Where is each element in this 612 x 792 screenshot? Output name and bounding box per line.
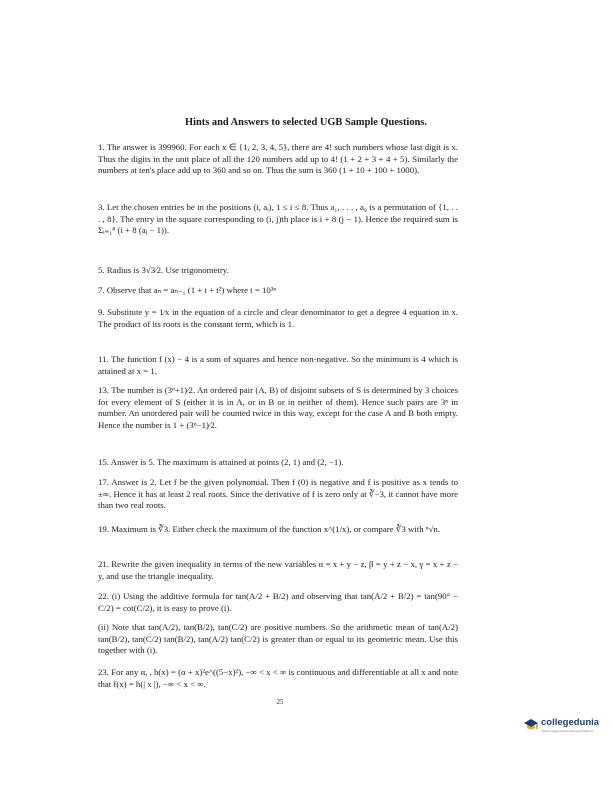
answer-13: 13. The number is (3ⁿ+1)⁄2. An ordered pair (A, B) of disjoint subsets of S is determined by 3 choices for every element of S (either it is in A, or in B or in neither of them). Hence such pairs are 3ⁿ in number. An unordered pair will be counted twice in this way, except for the case A and B both empty. Hence the number is 1 + (3ⁿ−1)⁄2. (98, 385, 458, 430)
answer-22-ii: (ii) Note that tan(A/2), tan(B/2), tan(C/2) are positive numbers. So the arithmetic mean of tan(A/2) tan(B/2), tan(C/2) tan(B/2), tan(A/2) tan(C/2) is greater than or equal to its geometric mean. Use this together with (i). (98, 622, 458, 656)
answer-19: 19. Maximum is ∛3. Either check the maximum of the function x^(1/x), or compare ∛3 with ⁿ√n. (98, 524, 440, 534)
logo-tagline: India's largest Student Review Platform (541, 729, 594, 733)
answer-21: 21. Rewrite the given inequality in terms of the new variables α = x + y − z, β = y + z − x, γ = x + z − y, and use the triangle inequality. (98, 559, 458, 581)
answer-11: 11. The function f (x) − 4 is a sum of squares and hence non-negative. So the minimum is 4 which is attained at x = 1. (98, 354, 458, 376)
page-number: 25 (276, 698, 284, 706)
answer-3: 3. Let the chosen entries be in the positions (i, aᵢ), 1 ≤ i ≤ 8. Thus a₁, . . . , a₈ is a permutation of {1, . . . , 8}. The entry in the square corresponding to (i, j)th place is i + 8 (j − 1). Hence the required sum is Σᵢ₌₁⁸ (i + 8 (aⱼ − 1)). (98, 202, 458, 236)
logo-text: collegedunia (541, 717, 600, 728)
answer-17: 17. Answer is 2. Let f be the given polynomial. Then f (0) is negative and f is positive as x tends to ±∞. Hence it has at least 2 real roots. Since the derivative of f is zero only at ∛−3, it cannot have more than two real roots. (98, 477, 458, 511)
answer-7: 7. Observe that aₙ = aₙ₋₁ (1 + t + t²) where t = 10³ⁿ (98, 285, 277, 295)
collegedunia-logo (523, 715, 609, 737)
answer-22-i: 22. (i) Using the additive formula for tan(A/2 + B/2) and observing that tan(A/2 + B/2) = tan(90° − C/2) = cot(C/2), it is easy to prove (i). (98, 591, 458, 613)
answer-1: 1. The answer is 399960. For each x ∈ {1, 2, 3, 4, 5}, there are 4! such numbers whose last digit is x. Thus the digits in the unit place of all the 120 numbers add up to 4! (1 + 2 + 3 + 4 + 5). Similarly the numbers at ten's place add up to 360 and so on. Thus the sum is 360 (1 + 10 + 100 + 1000). (98, 142, 458, 176)
answer-15: 15. Answer is 5. The maximum is attained at points (2, 1) and (2, −1). (98, 457, 344, 467)
answer-5: 5. Radius is 3√3⁄2. Use trigonometry. (98, 265, 229, 275)
graduation-cap-icon (523, 717, 539, 733)
page-title: Hints and Answers to selected UGB Sample Questions. (185, 117, 427, 128)
answer-9: 9. Substitute y = 1⁄x in the equation of a circle and clear denominator to get a degree 4 equation in x. The product of its roots is the constant term, which is 1. (98, 307, 458, 329)
answer-23: 23. For any α, , h(x) = (α + x)²e^((5−x)²), −∞ < x < ∞ is continuous and differentiable at all x and note that f(x) = h(| x |), −∞ < x < ∞. (98, 667, 458, 689)
